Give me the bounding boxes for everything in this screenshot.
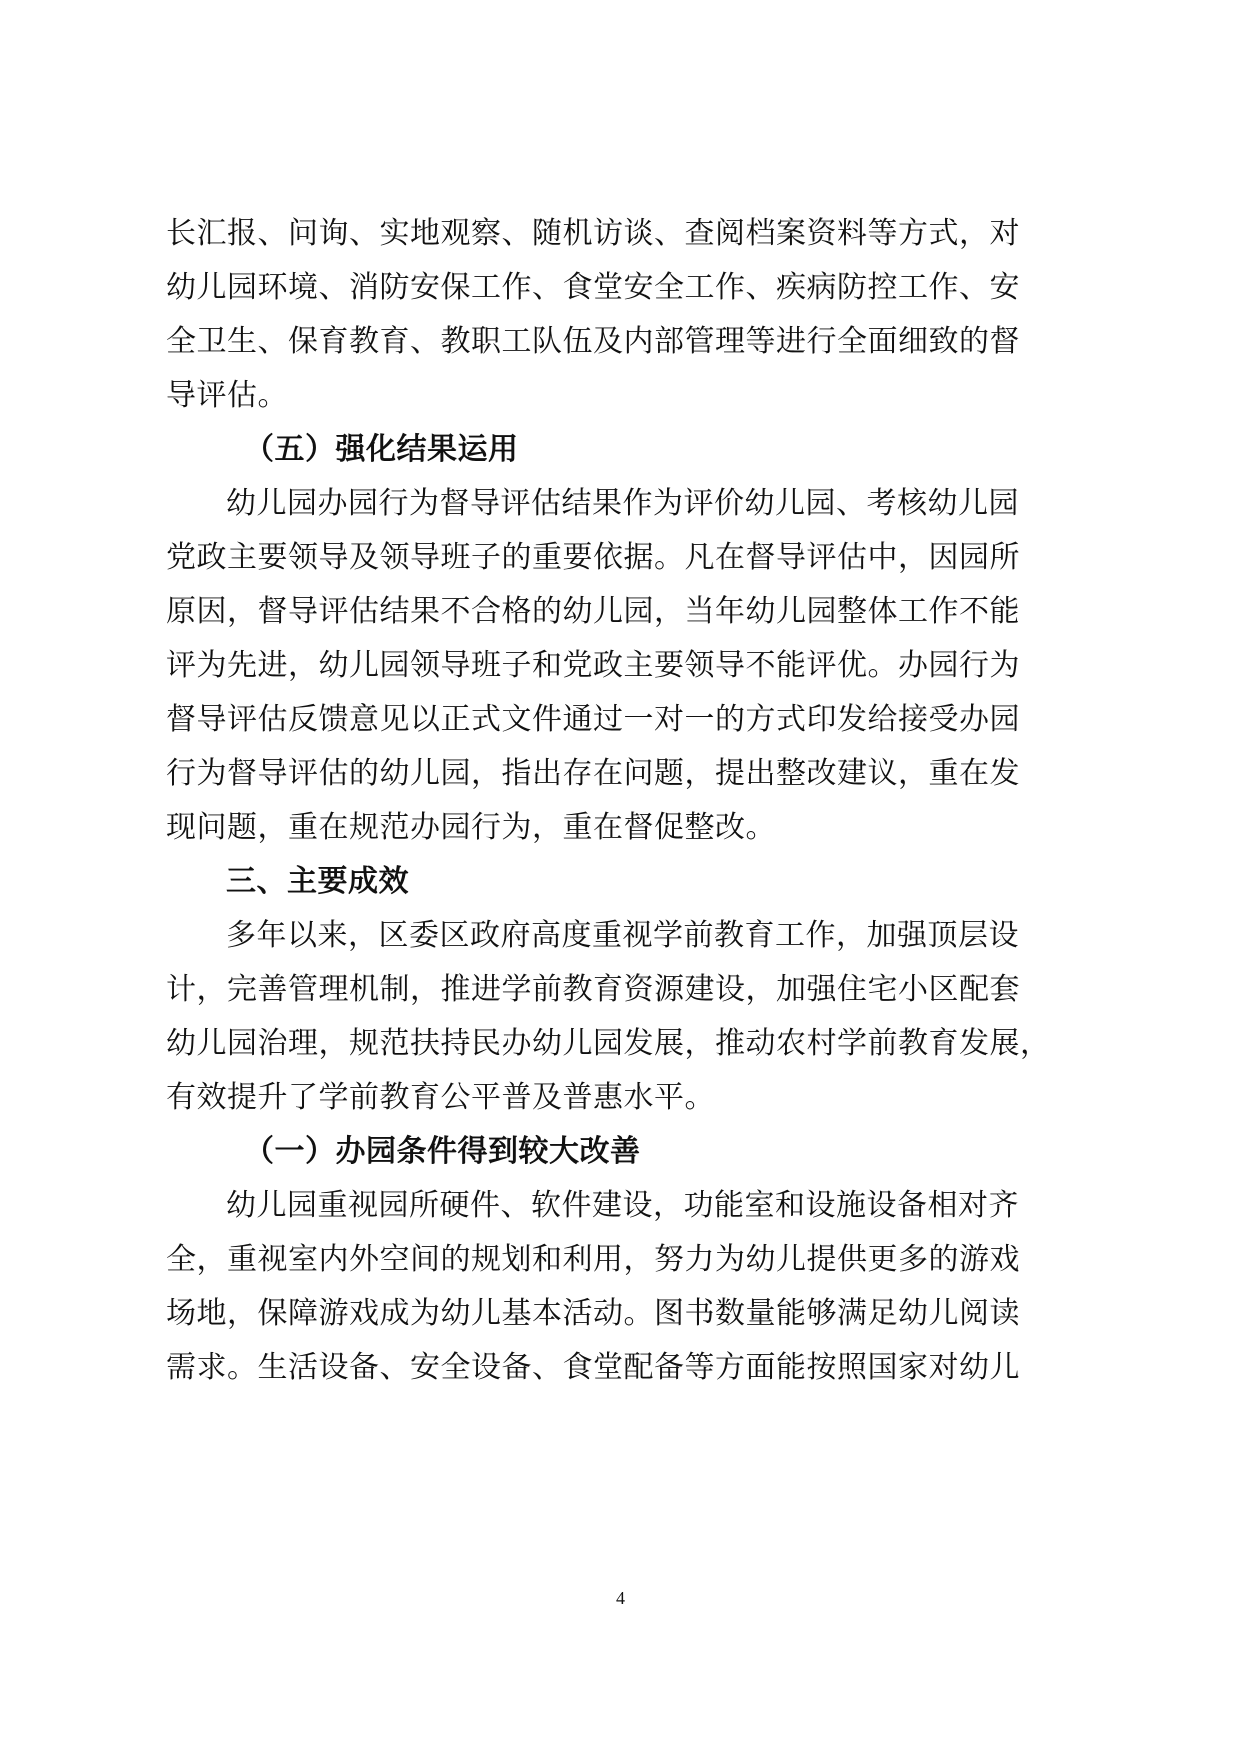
paragraph-line: 评为先进，幼儿园领导班子和党政主要领导不能评优。办园行为 — [166, 648, 1020, 683]
page-number: 4 — [616, 1588, 625, 1608]
paragraph-line: 原因，督导评估结果不合格的幼儿园，当年幼儿园整体工作不能 — [166, 594, 1020, 629]
paragraph-line: 全卫生、保育教育、教职工队伍及内部管理等进行全面细致的督 — [166, 324, 1020, 359]
paragraph-line: 行为督导评估的幼儿园，指出存在问题，提出整改建议，重在发 — [166, 756, 1020, 791]
paragraph-line: 计，完善管理机制，推进学前教育资源建设，加强住宅小区配套 — [166, 972, 1020, 1007]
section-heading-part3: 三、主要成效 — [226, 864, 409, 899]
paragraph-line: 幼儿园重视园所硬件、软件建设，功能室和设施设备相对齐 — [226, 1188, 1019, 1223]
paragraph-line: 幼儿园办园行为督导评估结果作为评价幼儿园、考核幼儿园 — [226, 486, 1019, 521]
paragraph-line: 长汇报、问询、实地观察、随机访谈、查阅档案资料等方式，对 — [166, 216, 1020, 251]
paragraph-line: 导评估。 — [166, 378, 288, 413]
paragraph-line: 有效提升了学前教育公平普及普惠水平。 — [166, 1080, 715, 1115]
paragraph-line: 督导评估反馈意见以正式文件通过一对一的方式印发给接受办园 — [166, 702, 1020, 737]
section-heading-1: （一）办园条件得到较大改善 — [244, 1134, 641, 1169]
paragraph-line: 多年以来，区委区政府高度重视学前教育工作，加强顶层设 — [226, 918, 1019, 953]
paragraph-line: 幼儿园环境、消防安保工作、食堂安全工作、疾病防控工作、安 — [166, 270, 1020, 305]
section-heading-5: （五）强化结果运用 — [244, 432, 519, 467]
paragraph-line: 全，重视室内外空间的规划和利用，努力为幼儿提供更多的游戏 — [166, 1242, 1020, 1277]
paragraph-line: 现问题，重在规范办园行为，重在督促整改。 — [166, 810, 776, 845]
paragraph-line: 幼儿园治理，规范扶持民办幼儿园发展，推动农村学前教育发展， — [166, 1026, 1051, 1061]
paragraph-line: 需求。生活设备、安全设备、食堂配备等方面能按照国家对幼儿 — [166, 1350, 1020, 1385]
paragraph-line: 场地，保障游戏成为幼儿基本活动。图书数量能够满足幼儿阅读 — [166, 1296, 1020, 1331]
paragraph-line: 党政主要领导及领导班子的重要依据。凡在督导评估中，因园所 — [166, 540, 1020, 575]
